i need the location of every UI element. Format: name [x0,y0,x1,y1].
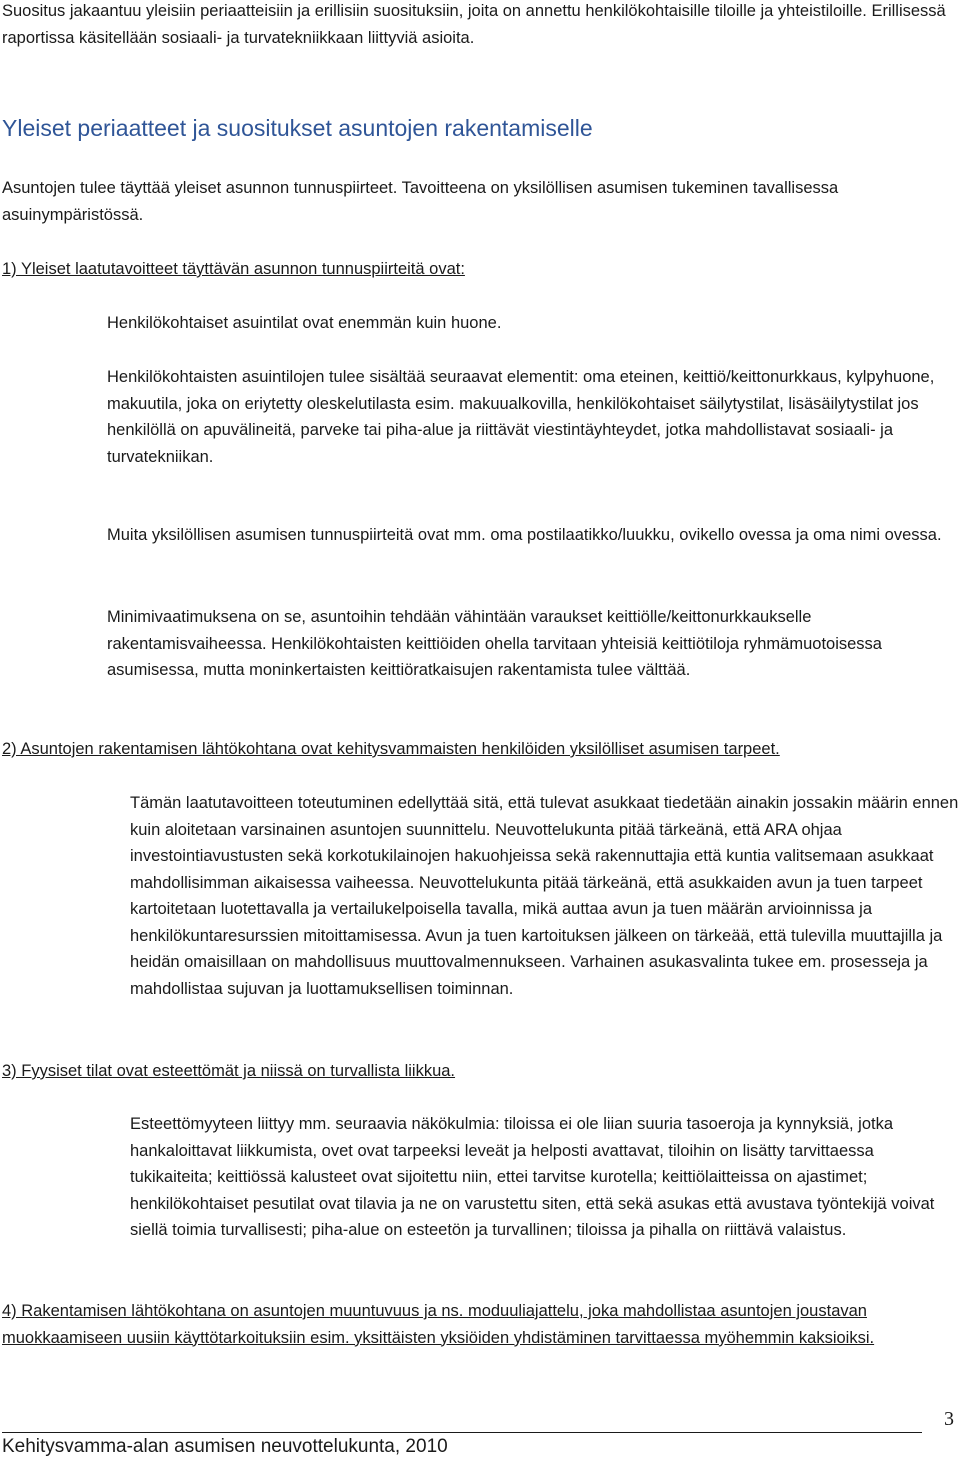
subsection-3-paragraph: Esteettömyyteen liittyy mm. seuraavia näkökulmia: tiloissa ei ole liian suuria tasoeroja ja kynnyksiä, jotka hankaloittavat liikkumista, ovet ovat tarpeeksi leveät ja helposti avattavat, tiloihin on lisätty tarvittaessa tukikaiteita; keittiössä kalusteet ovat sijoitettu niin, ettei tarvitse kurotella; keittiölaitteissa on ajastimet; henkilökohtaiset pesutilat ovat tilavia ja ne on varustettu siten, että sekä asukas että avustava työntekijä voivat siellä toimia turvallisesti; piha-alue on esteetön ja turvallinen; tiloissa ja pihalla on riittävä valaistus. [130,1115,935,1239]
subsection-1-paragraph-4: Minimivaatimuksena on se, asuntoihin tehdään vähintään varaukset keittiölle/keittonurkkaukselle rakentamisvaiheessa. Henkilökohtaisten keittiöiden ohella tarvitaan yhteisiä keittiötiloja ryhmämuotoisessa asumisessa, mutta moninkertaisten keittiöratkaisujen rakentamista tulee välttää. [107,608,882,679]
footer-rule [2,1432,922,1433]
section-heading: Yleiset periaatteet ja suositukset asuntojen rakentamiselle [2,115,593,141]
footer-text: Kehitysvamma-alan asumisen neuvottelukunta, 2010 [2,1436,448,1457]
general-paragraph: Asuntojen tulee täyttää yleiset asunnon tunnuspiirteet. Tavoitteena on yksilöllisen asumisen tukeminen tavallisessa asuinympäristössä. [2,179,839,224]
page-number: 3 [944,1408,954,1430]
intro-paragraph: Suositus jakaantuu yleisiin periaatteisiin ja erillisiin suosituksiin, joita on annettu henkilökohtaisille tiloille ja yhteistiloille. Erillisessä raportissa käsitellään sosiaali- ja turvatekniikkaan liittyviä asioita. [2,2,946,47]
subsection-1-paragraph-3: Muita yksilöllisen asumisen tunnuspiirteitä ovat mm. oma postilaatikko/luukku, ovikello ovessa ja oma nimi ovessa. [107,526,942,544]
subsection-1-title: 1) Yleiset laatutavoitteet täyttävän asunnon tunnuspiirteitä ovat: [2,260,465,278]
subsection-4-title: 4) Rakentamisen lähtökohtana on asuntojen muuntuvuus ja ns. moduuliajattelu, joka mahdollistaa asuntojen joustavan muokkaamiseen uusiin käyttötarkoituksiin esim. yksittäisten yksiöiden yhdistäminen tarvittaessa myöhemmin kaksioiksi. [2,1302,875,1347]
subsection-3-title: 3) Fyysiset tilat ovat esteettömät ja niissä on turvallista liikkua. [2,1062,456,1080]
subsection-1-paragraph-1: Henkilökohtaiset asuintilat ovat enemmän kuin huone. [107,314,502,332]
subsection-2-paragraph: Tämän laatutavoitteen toteutuminen edellyttää sitä, että tulevat asukkaat tiedetään ainakin jossakin määrin ennen kuin aloitetaan varsinainen asuntojen suunnittelu. Neuvottelukunta pitää tärkeänä, että ARA ohjaa investointiavustusten sekä korkotukilainojen hakuohjeissa sekä rakennuttajia että kuntia valitsemaan asukkaat mahdollisimman aikaisessa vaiheessa. Neuvottelukunta pitää tärkeänä, että asukkaiden avun ja tuen tarpeet kartoitetaan luotettavalla ja vertailukelpoisella tavalla, mikä auttaa avun ja tuen määrän arvioinnissa ja henkilökuntaresurssien mitoittamisessa. Avun ja tuen kartoituksen jälkeen on tärkeää, että tulevilla muuttajilla ja heidän omaisillaan on mahdollisuus muuttovalmennukseen. Varhainen asukasvalinta tukee em. prosesseja ja mahdollistaa sujuvan ja luottamuksellisen toiminnan. [130,794,959,998]
subsection-2-title: 2) Asuntojen rakentamisen lähtökohtana ovat kehitysvammaisten henkilöiden yksilölliset asumisen tarpeet. [2,740,780,758]
subsection-1-paragraph-2: Henkilökohtaisten asuintilojen tulee sisältää seuraavat elementit: oma eteinen, keittiö/keittonurkkaus, kylpyhuone, makuutila, joka on eriytetty oleskelutilasta esim. makuualkovilla, henkilökohtaiset säilytystilat, lisäsäilytystilat jos henkilöllä on apuvälineitä, parveke tai piha-alue ja riittävät viestintäyhteydet, jotka mahdollistavat sosiaali- ja turvatekniikan. [107,368,935,466]
